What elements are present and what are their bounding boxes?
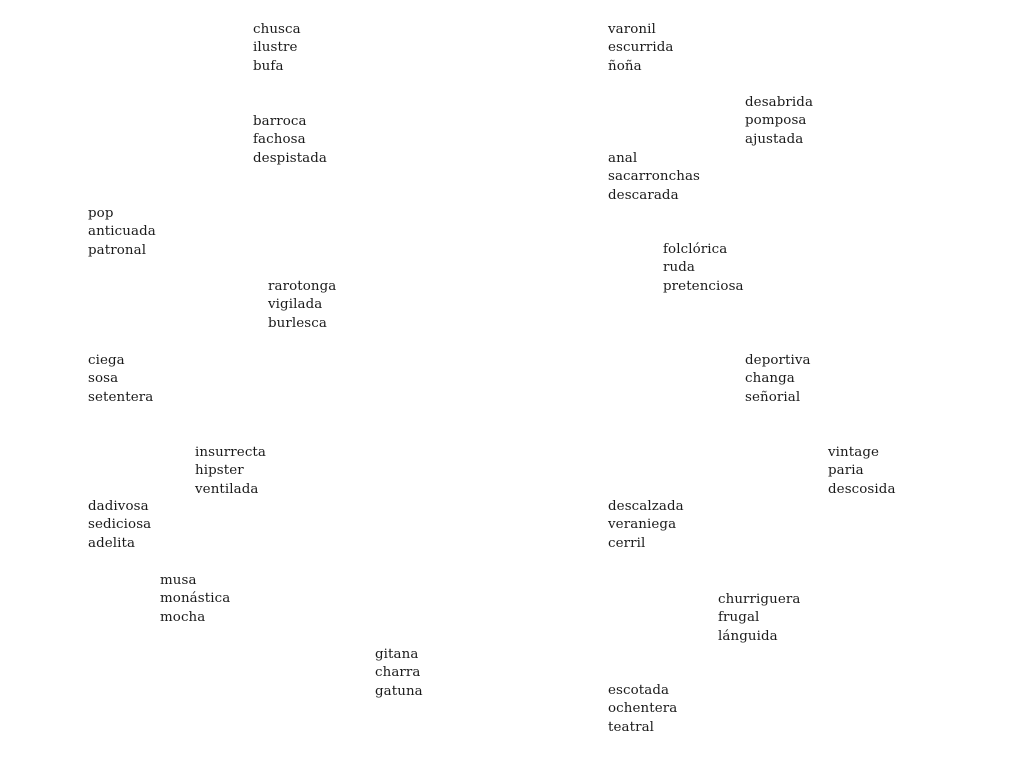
word-group-2 bbox=[608, 21, 673, 76]
word: paria bbox=[828, 463, 864, 479]
word: escotada bbox=[608, 683, 670, 698]
word-group-7 bbox=[663, 241, 744, 296]
word: ciega bbox=[88, 353, 125, 368]
word: patronal bbox=[88, 242, 147, 258]
word: monástica bbox=[160, 591, 231, 607]
word: musa bbox=[160, 573, 197, 588]
word: cerril bbox=[608, 535, 646, 551]
word: ochentera bbox=[608, 701, 678, 717]
word-group-4 bbox=[253, 113, 327, 168]
word: pomposa bbox=[745, 113, 807, 129]
word: descalzada bbox=[608, 499, 684, 514]
word-group-15 bbox=[160, 572, 230, 627]
word: vintage bbox=[828, 445, 880, 460]
word: charra bbox=[375, 665, 421, 681]
word: ilustre bbox=[253, 40, 298, 56]
word: bufa bbox=[253, 58, 284, 74]
word: sediciosa bbox=[88, 517, 152, 533]
word: setentera bbox=[88, 389, 154, 405]
word: veraniega bbox=[608, 517, 677, 533]
word-group-14 bbox=[608, 498, 684, 553]
word: fachosa bbox=[253, 132, 306, 148]
word-group-6 bbox=[88, 205, 156, 260]
word: ruda bbox=[663, 260, 695, 276]
word: pretenciosa bbox=[663, 278, 744, 294]
word: burlesca bbox=[268, 315, 327, 331]
word-group-5 bbox=[608, 150, 700, 205]
word: pop bbox=[88, 206, 114, 221]
word: vigilada bbox=[268, 297, 323, 313]
word: sosa bbox=[88, 371, 119, 387]
word-group-10 bbox=[745, 352, 811, 407]
word: teatral bbox=[608, 719, 655, 735]
word: chusca bbox=[253, 22, 301, 37]
word: gatuna bbox=[375, 683, 423, 699]
word: frugal bbox=[718, 610, 760, 626]
word: varonil bbox=[608, 22, 656, 37]
word: ventilada bbox=[195, 481, 259, 497]
word: anal bbox=[608, 151, 638, 166]
word: sacarronchas bbox=[608, 169, 701, 185]
word-group-9 bbox=[88, 352, 153, 407]
word: deportiva bbox=[745, 353, 811, 368]
word: despistada bbox=[253, 150, 328, 166]
word: folclórica bbox=[663, 242, 728, 257]
word: mocha bbox=[160, 609, 206, 625]
word: changa bbox=[745, 371, 795, 387]
word-group-11 bbox=[195, 444, 266, 499]
word: barroca bbox=[253, 114, 307, 129]
word-group-8 bbox=[268, 278, 336, 333]
word: gitana bbox=[375, 647, 419, 662]
word: dadivosa bbox=[88, 499, 149, 514]
word: hipster bbox=[195, 463, 244, 479]
word: ñoña bbox=[608, 58, 642, 74]
word: escurrida bbox=[608, 40, 674, 56]
word-group-18 bbox=[608, 682, 677, 737]
word-group-16 bbox=[718, 591, 800, 646]
word: descosida bbox=[828, 481, 896, 497]
word-group-17 bbox=[375, 646, 423, 701]
word: descarada bbox=[608, 187, 679, 203]
word: señorial bbox=[745, 389, 801, 405]
word-group-12 bbox=[828, 444, 896, 499]
word: anticuada bbox=[88, 224, 156, 240]
word: rarotonga bbox=[268, 279, 337, 294]
word: churriguera bbox=[718, 592, 801, 607]
word: adelita bbox=[88, 535, 136, 551]
word: lánguida bbox=[718, 628, 778, 644]
word: insurrecta bbox=[195, 445, 266, 460]
word: desabrida bbox=[745, 95, 814, 110]
word: ajustada bbox=[745, 131, 804, 147]
word-group-1 bbox=[253, 21, 301, 76]
word-group-3 bbox=[745, 94, 813, 149]
word-group-13 bbox=[88, 498, 151, 553]
